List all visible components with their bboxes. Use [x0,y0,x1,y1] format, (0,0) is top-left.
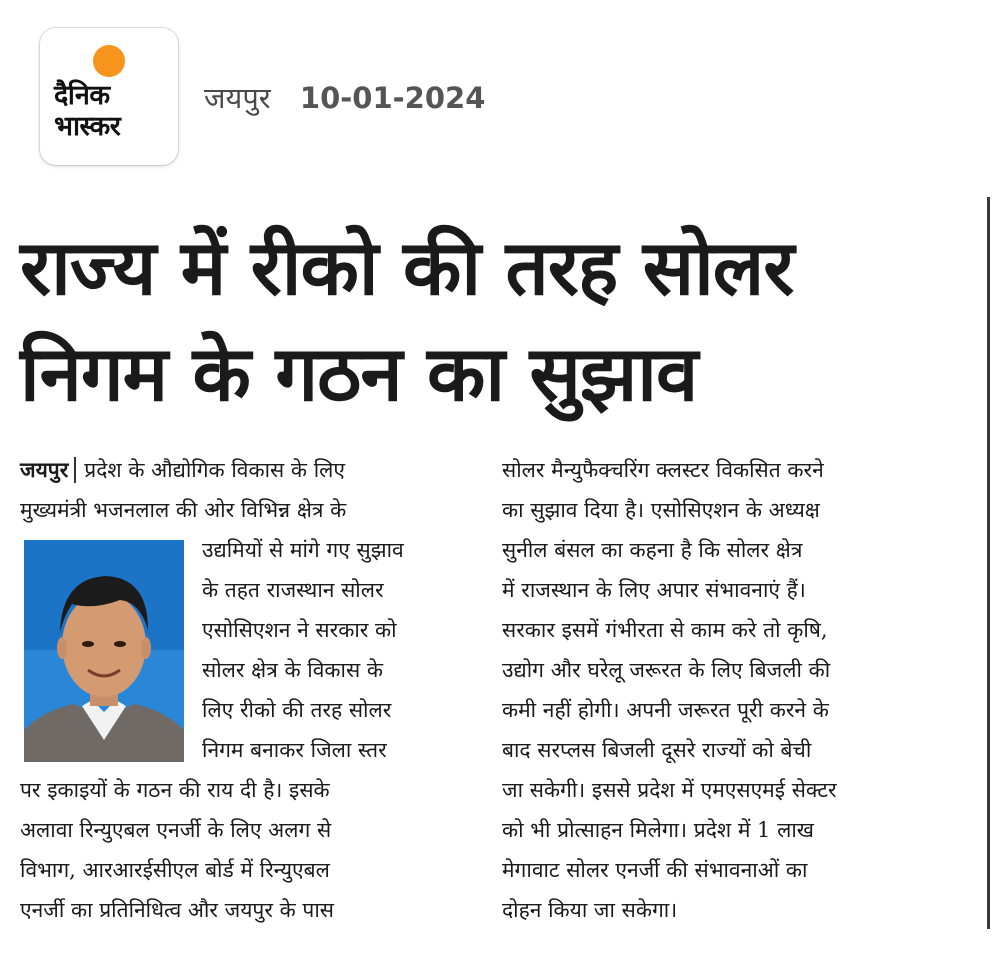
article-line: मुख्यमंत्री भजनलाल की ओर विभिन्न क्षेत्र के [20,498,347,522]
article-headline [20,215,970,427]
masthead-date: 10-01-2024 [299,81,486,115]
article-line: पर इकाइयों के गठन की राय दी है। इसके [20,778,330,802]
article-line: उद्यमियों से मांगे गए सुझाव [202,538,404,562]
article-line: दोहन किया जा सकेगा। [502,898,678,922]
logo-sun-icon [93,45,125,77]
article-line: विभाग, आरआरईसीएल बोर्ड में रिन्युएबल [20,858,330,882]
masthead-dateline [204,78,485,117]
article-column-right [502,450,972,930]
article-column-left [20,450,480,930]
article-line: सोलर मैन्युफैक्चरिंग क्लस्टर विकसित करने [502,458,824,482]
headline-line: निगम के गठन का सुझाव [20,329,698,418]
article-dateline: जयपुर [20,457,69,482]
article-line [20,450,345,490]
logo-text: दैनिक भास्कर [54,80,121,142]
dainik-bhaskar-logo [40,28,178,165]
article-line: निगम बनाकर जिला स्तर [202,738,387,762]
article-line: को भी प्रोत्साहन मिलेगा। प्रदेश में 1 लाख [502,818,814,842]
article-line: अलावा रिन्युएबल एनर्जी के लिए अलग से [20,818,332,842]
article-text: प्रदेश के औद्योगिक विकास के लिए [84,458,346,482]
article-line: का सुझाव दिया है। एसोसिएशन के अध्यक्ष [502,498,820,522]
dateline-separator [74,457,76,483]
article-line: के तहत राजस्थान सोलर [202,578,384,602]
article-line: लिए रीको की तरह सोलर [202,698,392,722]
article-line: सरकार इसमें गंभीरता से काम करे तो कृषि, [502,618,828,642]
column-rule [987,197,990,929]
masthead-city: जयपुर [204,81,271,115]
article-line: एनर्जी का प्रतिनिधित्व और जयपुर के पास [20,898,334,922]
headline-line: राज्य में रीको की तरह सोलर [20,223,794,312]
article-line: उद्योग और घरेलू जरूरत के लिए बिजली की [502,658,831,682]
article-line: जा सकेगी। इससे प्रदेश में एमएसएमई सेक्टर [502,778,837,802]
article-line: सुनील बंसल का कहना है कि सोलर क्षेत्र [502,538,803,562]
article-line: में राजस्थान के लिए अपार संभावनाएं हैं। [502,578,806,602]
article-line: कमी नहीं होगी। अपनी जरूरत पूरी करने के [502,698,829,722]
article-line: एसोसिएशन ने सरकार को [202,618,397,642]
article-line: बाद सरप्लस बिजली दूसरे राज्यों को बेची [502,738,812,762]
article-line: मेगावाट सोलर एनर्जी की संभावनाओं का [502,858,808,882]
article-line: सोलर क्षेत्र के विकास के [202,658,383,682]
